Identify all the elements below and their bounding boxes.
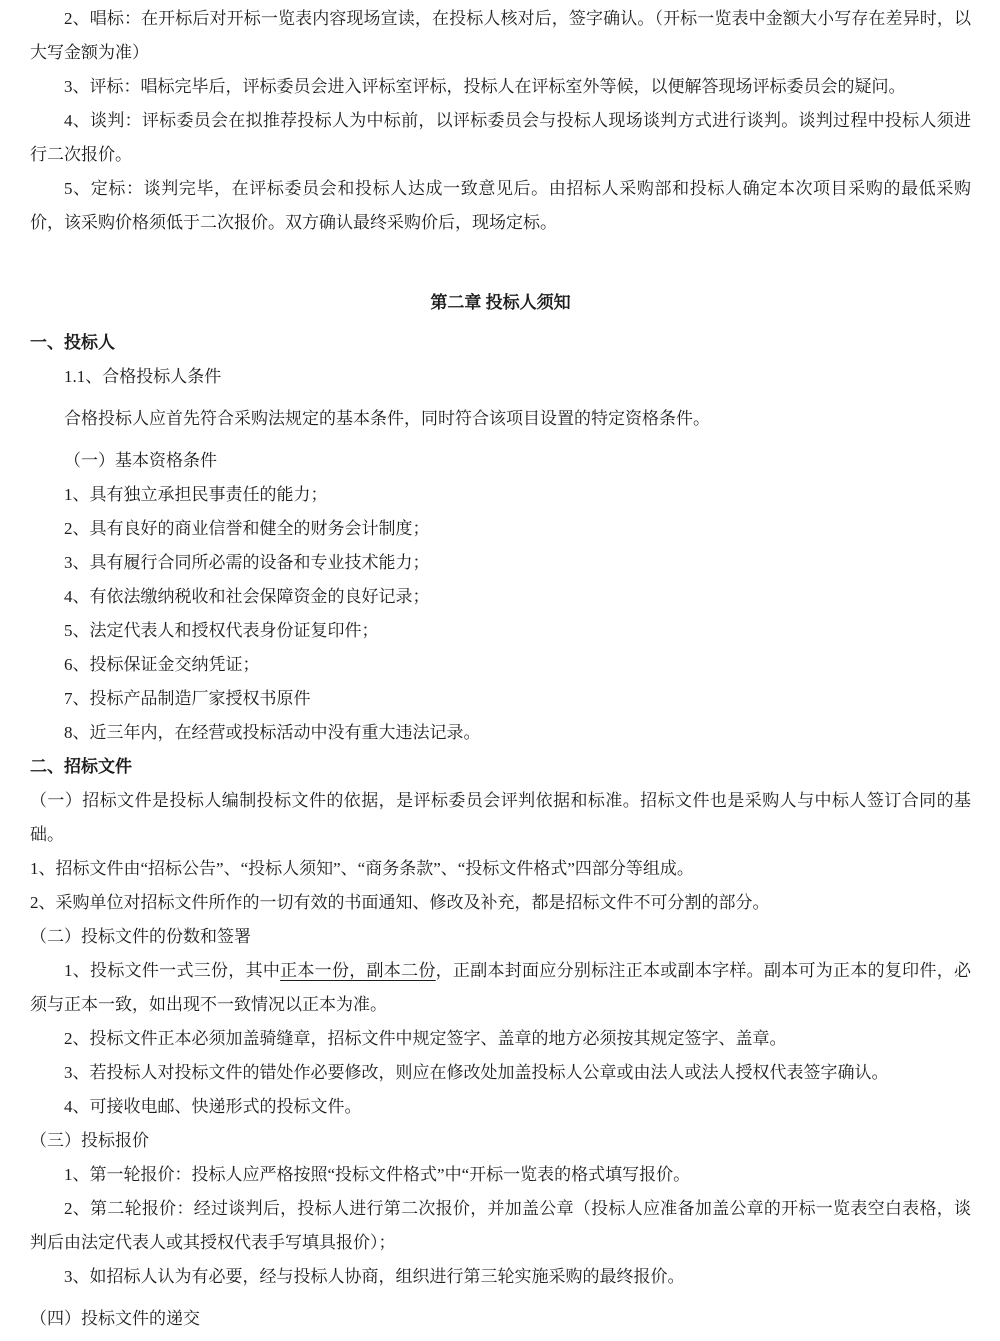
text-run: 二、招标文件 (30, 757, 132, 776)
text-run: （二）投标文件的份数和签署 (30, 927, 251, 946)
text-run: 8、近三年内，在经营或投标活动中没有重大违法记录。 (64, 723, 481, 742)
text-run: 2、投标文件正本必须加盖骑缝章，招标文件中规定签字、盖章的地方必须按其规定签字、盖章。 (64, 1029, 787, 1048)
paragraph (30, 172, 971, 240)
underlined-text: 正本一份，副本二份 (280, 961, 436, 980)
text-run: 3、如招标人认为有必要，经与投标人协商，组织进行第三轮实施采购的最终报价。 (64, 1267, 685, 1286)
text-run: 4、可接收电邮、快递形式的投标文件。 (64, 1097, 362, 1116)
text-run: （三）投标报价 (30, 1131, 149, 1150)
text-run: 5、定标：谈判完毕，在评标委员会和投标人达成一致意见后。由招标人采购部和投标人确定本次项目采购的最低采购价，该采购价格须低于二次报价。双方确认最终采购价后，现场定标。 (30, 179, 971, 232)
text-run: 3、若投标人对投标文件的错处作必要修改，则应在修改处加盖投标人公章或由法人或法人授权代表签字确认。 (64, 1063, 889, 1082)
paragraph (30, 1302, 971, 1336)
paragraph (30, 478, 971, 512)
text-run: 一、投标人 (30, 333, 115, 352)
section-heading (30, 326, 971, 360)
paragraph (30, 920, 971, 954)
paragraph (30, 954, 971, 1022)
text-run: 5、法定代表人和授权代表身份证复印件； (64, 621, 379, 640)
text-run: 6、投标保证金交纳凭证； (64, 655, 260, 674)
text-run: 1、第一轮报价：投标人应严格按照“投标文件格式”中“开标一览表的格式填写报价。 (64, 1165, 691, 1184)
section-heading (30, 750, 971, 784)
paragraph (30, 1158, 971, 1192)
text-run: 1、招标文件由“招标公告”、“投标人须知”、“商务条款”、“投标文件格式”四部分等组成。 (30, 859, 694, 878)
paragraph (30, 682, 971, 716)
text-run: 2、具有良好的商业信誉和健全的财务会计制度； (64, 519, 430, 538)
text-run: 7、投标产品制造厂家授权书原件 (64, 689, 311, 708)
text-run: ，正副本封面应分别标注正本或副本字样。副本可为正本的复印件，必须与正本一致，如出现不一致情况以正本为准。 (30, 961, 972, 1014)
paragraph (30, 1056, 971, 1090)
paragraph (30, 1260, 971, 1294)
text-run: （一）基本资格条件 (64, 451, 217, 470)
paragraph (30, 70, 971, 104)
paragraph (30, 886, 971, 920)
paragraph (30, 546, 971, 580)
text-run: 4、有依法缴纳税收和社会保障资金的良好记录； (64, 587, 430, 606)
text-run: 1.1、合格投标人条件 (64, 367, 222, 386)
text-run: 第二章 投标人须知 (430, 293, 571, 312)
text-run: （一）招标文件是投标人编制投标文件的依据，是评标委员会评判依据和标准。招标文件也是采购人与中标人签订合同的基础。 (30, 791, 971, 844)
chapter-title (30, 286, 971, 320)
text-run: 3、具有履行合同所必需的设备和专业技术能力； (64, 553, 430, 572)
paragraph (30, 852, 971, 886)
text-run: 2、唱标：在开标后对开标一览表内容现场宣读，在投标人核对后，签字确认。（开标一览表中金额大小写存在差异时，以大写金额为准） (30, 9, 971, 62)
paragraph (30, 104, 971, 172)
paragraph (30, 784, 971, 852)
paragraph (30, 1192, 971, 1260)
text-run: 2、采购单位对招标文件所作的一切有效的书面通知、修改及补充，都是招标文件不可分割的部分。 (30, 893, 770, 912)
text-run: 2、第二轮报价：经过谈判后，投标人进行第二次报价，并加盖公章（投标人应准备加盖公章的开标一览表空白表格，谈判后由法定代表人或其授权代表手写填具报价）； (30, 1199, 971, 1252)
text-run: 1、投标文件一式三份，其中 (64, 961, 281, 980)
text-run: （四）投标文件的递交 (30, 1309, 200, 1328)
text-run: 3、评标：唱标完毕后，评标委员会进入评标室评标，投标人在评标室外等候，以便解答现场评标委员会的疑问。 (64, 77, 906, 96)
text-run: 1、具有独立承担民事责任的能力； (64, 485, 328, 504)
paragraph (30, 716, 971, 750)
paragraph (30, 1090, 971, 1124)
paragraph (30, 1124, 971, 1158)
paragraph (30, 360, 971, 394)
text-run: 合格投标人应首先符合采购法规定的基本条件，同时符合该项目设置的特定资格条件。 (64, 409, 710, 428)
paragraph (30, 1022, 971, 1056)
paragraph (30, 614, 971, 648)
paragraph (30, 402, 971, 436)
paragraph (30, 580, 971, 614)
paragraph (30, 2, 971, 70)
blank-line (30, 240, 971, 274)
paragraph (30, 444, 971, 478)
paragraph (30, 512, 971, 546)
text-run: 4、谈判：评标委员会在拟推荐投标人为中标前，以评标委员会与投标人现场谈判方式进行谈判。谈判过程中投标人须进行二次报价。 (30, 111, 971, 164)
paragraph (30, 648, 971, 682)
